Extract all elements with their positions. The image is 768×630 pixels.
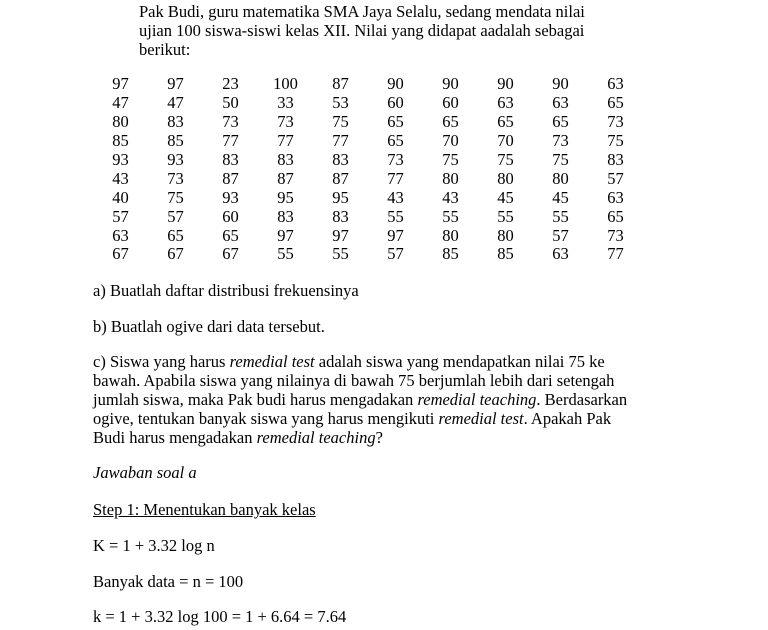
score-cell: 55 bbox=[552, 206, 569, 226]
text-run: ogive, tentukan banyak siswa yang harus mengikuti bbox=[93, 409, 439, 428]
score-cell: 80 bbox=[497, 168, 514, 188]
score-cell: 75 bbox=[332, 112, 349, 132]
score-cell: 90 bbox=[552, 74, 569, 94]
score-cell: 55 bbox=[497, 206, 514, 226]
score-cell: 65 bbox=[552, 112, 569, 132]
score-cell: 90 bbox=[497, 74, 514, 94]
emphasis-text: remedial teaching bbox=[256, 428, 376, 447]
score-cell: 77 bbox=[332, 131, 349, 151]
score-cell: 57 bbox=[112, 206, 129, 226]
score-cell: 73 bbox=[167, 168, 184, 188]
score-row bbox=[93, 188, 643, 207]
score-cell: 60 bbox=[387, 93, 404, 113]
answer-heading-text: Jawaban soal a bbox=[93, 463, 197, 482]
score-cell: 57 bbox=[552, 225, 569, 245]
score-cell: 95 bbox=[277, 187, 294, 207]
score-row bbox=[93, 94, 643, 113]
score-cell: 55 bbox=[387, 206, 404, 226]
score-table-body bbox=[93, 75, 643, 264]
score-cell: 57 bbox=[607, 168, 624, 188]
question-c-line bbox=[93, 352, 693, 371]
score-cell: 65 bbox=[607, 93, 624, 113]
score-cell: 65 bbox=[497, 112, 514, 132]
score-cell: 55 bbox=[332, 244, 349, 264]
score-cell: 87 bbox=[332, 74, 349, 94]
score-cell: 83 bbox=[167, 112, 184, 132]
score-row bbox=[93, 151, 643, 170]
score-cell: 70 bbox=[442, 131, 459, 151]
problem-intro bbox=[139, 2, 639, 59]
score-cell: 43 bbox=[387, 187, 404, 207]
score-cell: 67 bbox=[222, 244, 239, 264]
score-cell: 40 bbox=[112, 187, 129, 207]
score-cell: 73 bbox=[607, 225, 624, 245]
score-cell: 83 bbox=[332, 150, 349, 169]
score-row bbox=[93, 245, 643, 264]
score-cell: 73 bbox=[552, 131, 569, 151]
question-c bbox=[93, 352, 693, 447]
score-cell: 57 bbox=[387, 244, 404, 264]
score-cell: 77 bbox=[387, 168, 404, 188]
score-cell: 50 bbox=[222, 93, 239, 113]
emphasis-text: remedial teaching bbox=[417, 390, 537, 409]
question-b: b) Buatlah ogive dari data tersebut. bbox=[93, 317, 325, 336]
score-cell: 65 bbox=[607, 206, 624, 226]
score-table bbox=[93, 75, 643, 264]
score-cell: 77 bbox=[222, 131, 239, 151]
score-cell: 90 bbox=[442, 74, 459, 94]
score-cell: 97 bbox=[112, 74, 129, 94]
score-cell: 63 bbox=[552, 244, 569, 264]
text-run: adalah siswa yang mendapatkan nilai 75 ke bbox=[314, 352, 605, 371]
score-cell: 85 bbox=[167, 131, 184, 151]
data-count-line: Banyak data = n = 100 bbox=[93, 572, 244, 591]
score-cell: 100 bbox=[273, 74, 298, 94]
score-cell: 45 bbox=[552, 187, 569, 207]
score-cell: 77 bbox=[607, 244, 624, 264]
score-cell: 65 bbox=[387, 131, 404, 151]
question-c-line bbox=[93, 428, 693, 447]
score-cell: 83 bbox=[277, 206, 294, 226]
text-run: . Apakah Pak bbox=[523, 409, 612, 428]
intro-line: Pak Budi, guru matematika SMA Jaya Selalu, sedang mendata nilai bbox=[139, 2, 585, 21]
score-cell: 97 bbox=[387, 225, 404, 245]
emphasis-text: remedial test bbox=[438, 409, 524, 428]
score-cell: 55 bbox=[442, 206, 459, 226]
score-row bbox=[93, 169, 643, 188]
score-cell: 75 bbox=[167, 187, 184, 207]
score-cell: 65 bbox=[222, 225, 239, 245]
score-cell: 83 bbox=[222, 150, 239, 169]
score-cell: 83 bbox=[607, 150, 624, 169]
score-cell: 85 bbox=[497, 244, 514, 264]
score-cell: 23 bbox=[222, 74, 239, 94]
score-cell: 53 bbox=[332, 93, 349, 113]
score-cell: 75 bbox=[607, 131, 624, 151]
score-cell: 65 bbox=[387, 112, 404, 132]
text-run: . Berdasarkan bbox=[536, 390, 628, 409]
score-cell: 83 bbox=[277, 150, 294, 169]
question-c-line bbox=[93, 409, 693, 428]
score-cell: 87 bbox=[277, 168, 294, 188]
intro-line: ujian 100 siswa-siswi kelas XII. Nilai yang didapat aadalah sebagai bbox=[139, 21, 585, 40]
score-cell: 70 bbox=[497, 131, 514, 151]
score-cell: 87 bbox=[332, 168, 349, 188]
score-cell: 67 bbox=[112, 244, 129, 264]
score-cell: 83 bbox=[332, 206, 349, 226]
score-cell: 43 bbox=[442, 187, 459, 207]
score-cell: 77 bbox=[277, 131, 294, 151]
score-cell: 97 bbox=[332, 225, 349, 245]
score-cell: 63 bbox=[552, 93, 569, 113]
score-row bbox=[93, 226, 643, 245]
score-cell: 63 bbox=[607, 74, 624, 94]
score-cell: 63 bbox=[607, 187, 624, 207]
score-cell: 93 bbox=[222, 187, 239, 207]
text-run: Budi harus mengadakan bbox=[93, 428, 257, 447]
score-cell: 80 bbox=[112, 112, 129, 132]
score-cell: 73 bbox=[277, 112, 294, 132]
score-cell: 73 bbox=[387, 150, 404, 169]
score-cell: 80 bbox=[552, 168, 569, 188]
question-c-line bbox=[93, 390, 693, 409]
score-cell: 97 bbox=[167, 74, 184, 94]
score-cell: 43 bbox=[112, 168, 129, 188]
score-row bbox=[93, 75, 643, 94]
score-cell: 73 bbox=[222, 112, 239, 132]
score-cell: 80 bbox=[442, 168, 459, 188]
score-row bbox=[93, 207, 643, 226]
score-cell: 65 bbox=[167, 225, 184, 245]
score-cell: 33 bbox=[277, 93, 294, 113]
text-run: c) Siswa yang harus bbox=[93, 352, 230, 371]
score-cell: 85 bbox=[112, 131, 129, 151]
score-cell: 95 bbox=[332, 187, 349, 207]
calculation-line: k = 1 + 3.32 log 100 = 1 + 6.64 = 7.64 bbox=[93, 607, 347, 626]
intro-line: berikut: bbox=[139, 40, 191, 59]
score-cell: 87 bbox=[222, 168, 239, 188]
score-cell: 73 bbox=[607, 112, 624, 132]
text-run: jumlah siswa, maka Pak budi harus mengadakan bbox=[93, 390, 418, 409]
score-cell: 75 bbox=[552, 150, 569, 169]
score-cell: 57 bbox=[167, 206, 184, 226]
score-cell: 75 bbox=[497, 150, 514, 169]
score-cell: 75 bbox=[442, 150, 459, 169]
score-cell: 93 bbox=[167, 150, 184, 169]
answer-heading bbox=[93, 463, 673, 482]
question-c-line: bawah. Apabila siswa yang nilainya di bawah 75 berjumlah lebih dari setengah bbox=[93, 371, 615, 390]
score-cell: 63 bbox=[497, 93, 514, 113]
score-cell: 60 bbox=[222, 206, 239, 226]
score-row bbox=[93, 132, 643, 151]
score-cell: 60 bbox=[442, 93, 459, 113]
score-cell: 63 bbox=[112, 225, 129, 245]
score-cell: 85 bbox=[442, 244, 459, 264]
score-cell: 97 bbox=[277, 225, 294, 245]
emphasis-text: remedial test bbox=[229, 352, 315, 371]
score-cell: 93 bbox=[112, 150, 129, 169]
formula-line: K = 1 + 3.32 log n bbox=[93, 536, 215, 555]
score-cell: 65 bbox=[442, 112, 459, 132]
score-cell: 67 bbox=[167, 244, 184, 264]
text-run: ? bbox=[375, 428, 383, 447]
score-cell: 55 bbox=[277, 244, 294, 264]
score-cell: 90 bbox=[387, 74, 404, 94]
score-cell: 47 bbox=[112, 93, 129, 113]
score-cell: 80 bbox=[497, 225, 514, 245]
score-cell: 45 bbox=[497, 187, 514, 207]
score-cell: 47 bbox=[167, 93, 184, 113]
step-1-heading: Step 1: Menentukan banyak kelas bbox=[93, 500, 316, 519]
score-row bbox=[93, 113, 643, 132]
score-cell: 80 bbox=[442, 225, 459, 245]
question-a: a) Buatlah daftar distribusi frekuensinya bbox=[93, 281, 359, 300]
